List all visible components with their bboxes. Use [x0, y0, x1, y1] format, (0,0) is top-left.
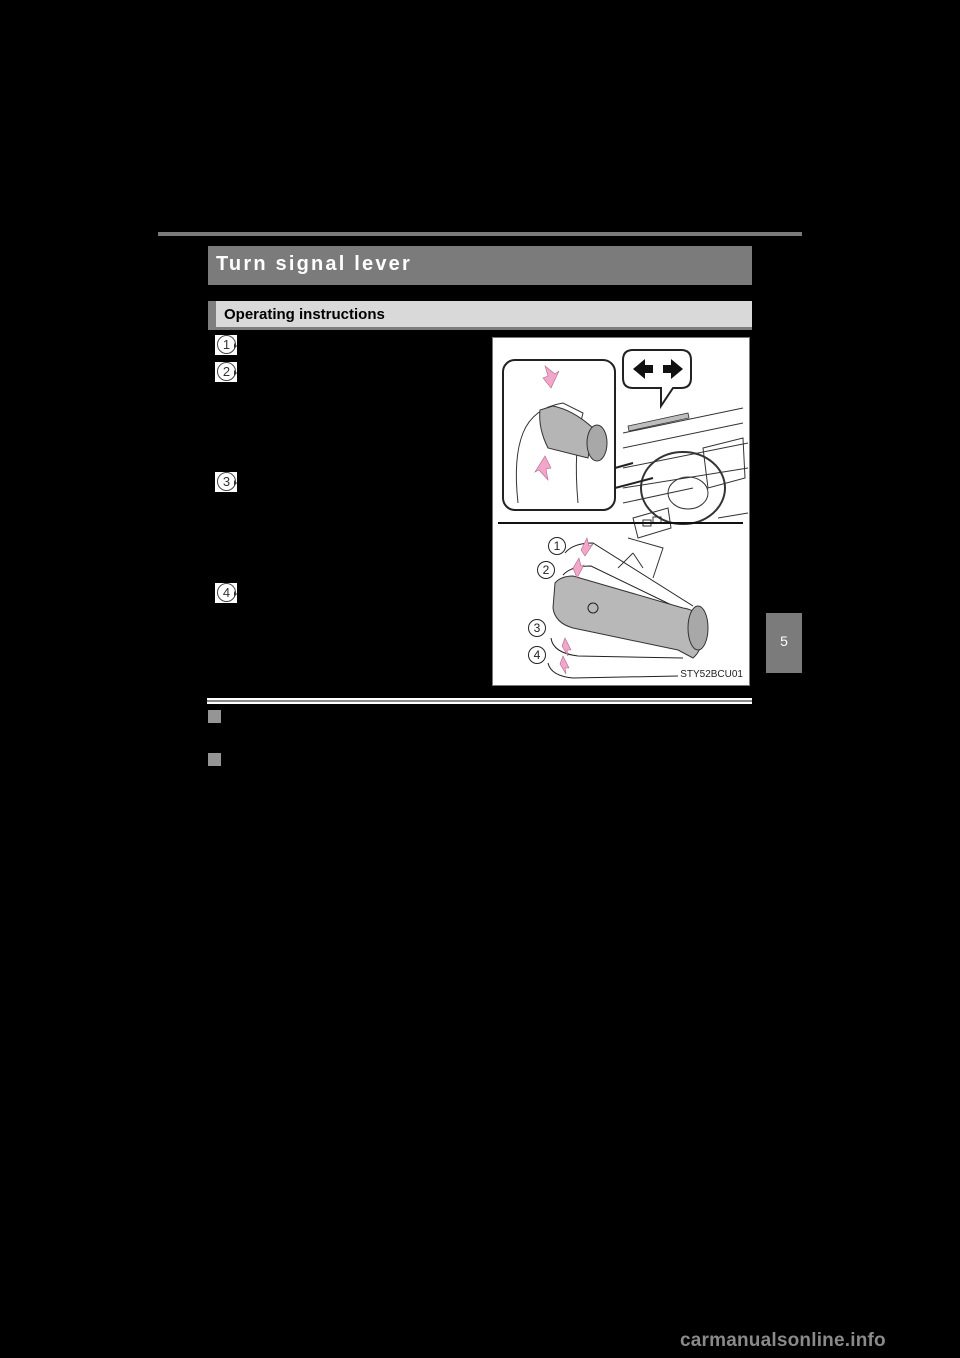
svg-text:4: 4	[533, 648, 541, 662]
step-marker-3	[215, 472, 237, 492]
step-marker-2	[215, 362, 237, 382]
circled-number: 3	[217, 472, 236, 491]
watermark: carmanualsonline.info	[680, 1330, 886, 1351]
figure-code: STY52BCU01	[680, 669, 743, 680]
marker-pointer	[234, 370, 237, 376]
marker-pointer	[234, 591, 237, 597]
top-rule	[158, 232, 802, 236]
subheading-bar	[208, 301, 752, 330]
bullet-square-icon	[208, 753, 221, 766]
step-marker-4	[215, 583, 237, 603]
lever-diagram	[493, 338, 749, 685]
svg-text:2: 2	[542, 563, 550, 577]
turn-signal-illustration	[492, 337, 750, 686]
circled-number: 2	[217, 362, 236, 381]
marker-pointer	[234, 343, 237, 349]
subheading-accent	[208, 301, 216, 330]
circled-number: 4	[217, 583, 236, 602]
chapter-number: 5	[780, 633, 788, 649]
step-marker-1	[215, 335, 237, 355]
bullet-square-icon	[208, 710, 221, 723]
section-divider	[207, 698, 752, 704]
chapter-tab	[766, 613, 802, 673]
svg-text:3: 3	[533, 621, 541, 635]
svg-text:1: 1	[553, 539, 561, 553]
marker-pointer	[234, 480, 237, 486]
section-title: Turn signal lever	[216, 253, 412, 275]
circled-number: 1	[217, 335, 236, 354]
section-title-bar	[208, 246, 752, 285]
subheading-title: Operating instructions	[224, 306, 385, 323]
